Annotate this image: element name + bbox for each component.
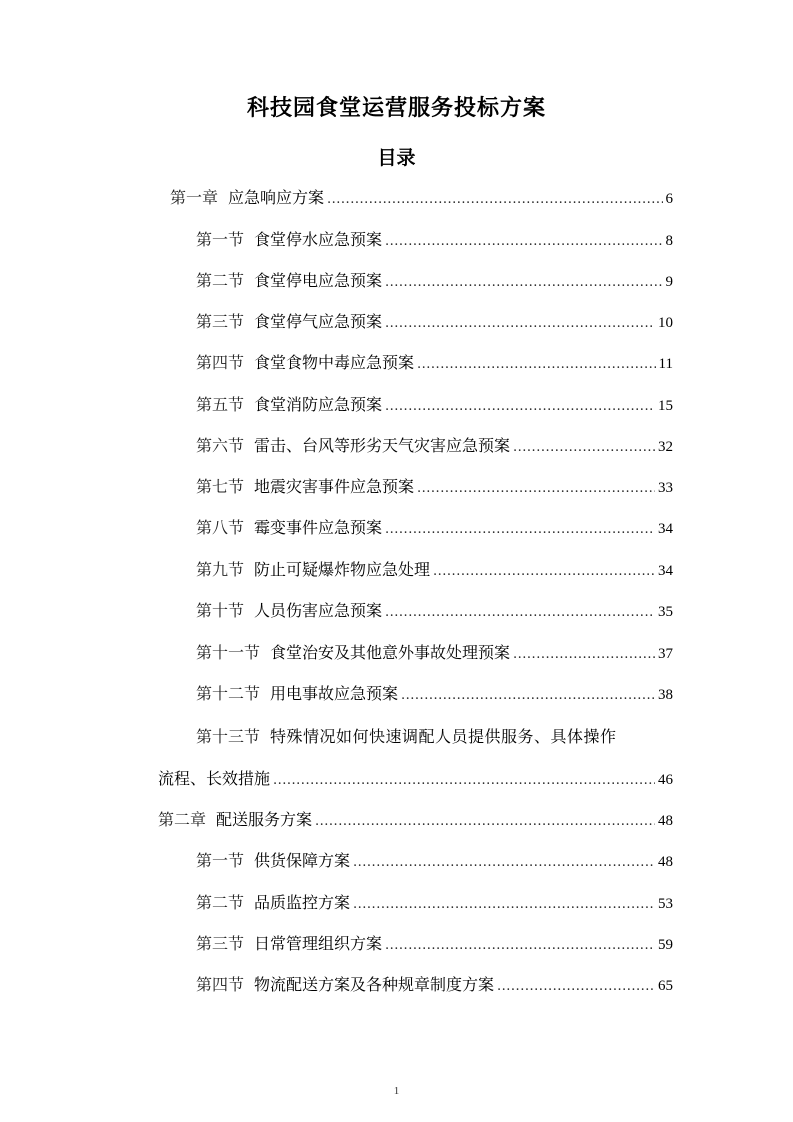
toc-entry-page: 37	[658, 646, 673, 662]
toc-entry-page: 9	[665, 274, 673, 290]
toc-entry-number: 第二节	[196, 271, 245, 290]
toc-leader-dots	[401, 683, 655, 709]
toc-leader-dots	[353, 850, 655, 876]
toc-leader-dots	[353, 892, 655, 918]
toc-entry-number: 第十一节	[196, 643, 261, 662]
toc-entry[interactable]	[196, 972, 673, 998]
toc-entry-page: 6	[665, 191, 673, 207]
toc-entry[interactable]	[196, 309, 673, 335]
toc-entry-title: 霉变事件应急预案	[254, 518, 383, 537]
toc-entry-title: 物流配送方案及各种规章制度方案	[254, 975, 495, 994]
toc-leader-dots	[513, 435, 655, 461]
toc-entry[interactable]	[196, 931, 673, 957]
toc-leader-dots	[433, 559, 655, 585]
toc-leader-dots	[315, 809, 655, 835]
toc-entry[interactable]	[196, 474, 673, 500]
toc-entry-title: 应急响应方案	[228, 188, 325, 207]
toc-entry-title: 特殊情况如何快速调配人员提供服务、具体操作	[270, 727, 617, 746]
toc-entry-title: 雷击、台风等形劣天气灾害应急预案	[254, 436, 511, 455]
toc-entry-page: 35	[658, 604, 673, 620]
toc-entry-title: 食堂食物中毒应急预案	[254, 353, 415, 372]
toc-entry[interactable]	[196, 598, 673, 624]
toc-entry-page: 10	[658, 315, 673, 331]
toc-entry[interactable]	[196, 557, 673, 583]
toc-entry-number: 第十二节	[196, 684, 261, 703]
toc-entry[interactable]	[196, 392, 673, 418]
toc-entry-page: 46	[658, 772, 673, 788]
toc-entry-page: 65	[658, 978, 673, 994]
toc-entry-page: 33	[658, 480, 673, 496]
toc-leader-dots	[385, 394, 655, 420]
toc-entry-page: 48	[658, 813, 673, 829]
toc-entry-title-continued: 流程、长效措施	[158, 769, 271, 788]
toc-entry-wrapped-line-1[interactable]	[196, 724, 673, 750]
toc-entry-title: 人员伤害应急预案	[254, 601, 383, 620]
toc-entry-title: 食堂消防应急预案	[254, 395, 383, 414]
toc-entry-title: 品质监控方案	[254, 893, 351, 912]
toc-entry-title: 日常管理组织方案	[254, 934, 383, 953]
toc-entry-number: 第四节	[196, 975, 245, 994]
toc-entry[interactable]	[196, 350, 673, 376]
toc-entry[interactable]	[196, 681, 673, 707]
toc-entry-title: 食堂停水应急预案	[254, 230, 383, 249]
toc-entry-number: 第八节	[196, 518, 245, 537]
toc-entry[interactable]	[196, 848, 673, 874]
toc-entry-number: 第十节	[196, 601, 245, 620]
toc-entry-number: 第七节	[196, 477, 245, 496]
page-number: 1	[393, 1085, 400, 1097]
toc-leader-dots	[385, 229, 662, 255]
toc-leader-dots	[327, 187, 662, 213]
toc-entry-page: 34	[658, 563, 673, 579]
toc-entry-title: 配送服务方案	[216, 810, 313, 829]
toc-entry-number: 第三节	[196, 312, 245, 331]
toc-entry-title: 用电事故应急预案	[270, 684, 399, 703]
toc-entry-title: 供货保障方案	[254, 851, 351, 870]
toc-leader-dots	[417, 476, 655, 502]
toc-heading: 目录	[377, 147, 416, 169]
toc-leader-dots	[385, 517, 655, 543]
toc-leader-dots	[385, 270, 662, 296]
toc-entry-title: 食堂治安及其他意外事故处理预案	[270, 643, 511, 662]
toc-leader-dots	[385, 311, 655, 337]
toc-entry-title: 食堂停电应急预案	[254, 271, 383, 290]
toc-entry-page: 15	[658, 398, 673, 414]
toc-entry[interactable]	[196, 640, 673, 666]
toc-entry-number: 第三节	[196, 934, 245, 953]
toc-entry-number: 第五节	[196, 395, 245, 414]
toc-entry-page: 38	[658, 687, 673, 703]
toc-entry-number: 第九节	[196, 560, 245, 579]
toc-entry[interactable]	[196, 268, 673, 294]
toc-entry-page: 53	[658, 896, 673, 912]
toc-entry[interactable]	[196, 515, 673, 541]
toc-entry-chapter-2[interactable]	[158, 807, 673, 833]
toc-entry-wrapped-line-2[interactable]	[158, 766, 673, 792]
toc-entry-page: 34	[658, 521, 673, 537]
toc-entry-title: 食堂停气应急预案	[254, 312, 383, 331]
toc-leader-dots	[385, 600, 655, 626]
document-title: 科技园食堂运营服务投标方案	[246, 96, 546, 121]
toc-entry[interactable]	[196, 890, 673, 916]
toc-entry-page: 8	[665, 233, 673, 249]
toc-entry-number: 第一章	[170, 188, 219, 207]
toc-entry-chapter-1[interactable]	[170, 185, 673, 211]
toc-leader-dots	[513, 642, 655, 668]
toc-leader-dots	[497, 974, 655, 1000]
toc-entry-number: 第六节	[196, 436, 245, 455]
toc-entry-page: 32	[658, 439, 673, 455]
toc-entry-page: 59	[658, 937, 673, 953]
toc-entry-number: 第二节	[196, 893, 245, 912]
toc-entry[interactable]	[196, 227, 673, 253]
toc-entry-title: 防止可疑爆炸物应急处理	[254, 560, 431, 579]
toc-entry-number: 第二章	[158, 810, 207, 829]
toc-entry-page: 11	[658, 356, 673, 372]
toc-leader-dots	[417, 352, 656, 378]
toc-entry[interactable]	[196, 433, 673, 459]
toc-entry-number: 第十三节	[196, 727, 261, 746]
toc-entry-title: 地震灾害事件应急预案	[254, 477, 415, 496]
toc-entry-number: 第一节	[196, 851, 245, 870]
toc-leader-dots	[273, 768, 655, 794]
toc-entry-number: 第四节	[196, 353, 245, 372]
toc-entry-page: 48	[658, 854, 673, 870]
toc-leader-dots	[385, 933, 655, 959]
toc-entry-number: 第一节	[196, 230, 245, 249]
